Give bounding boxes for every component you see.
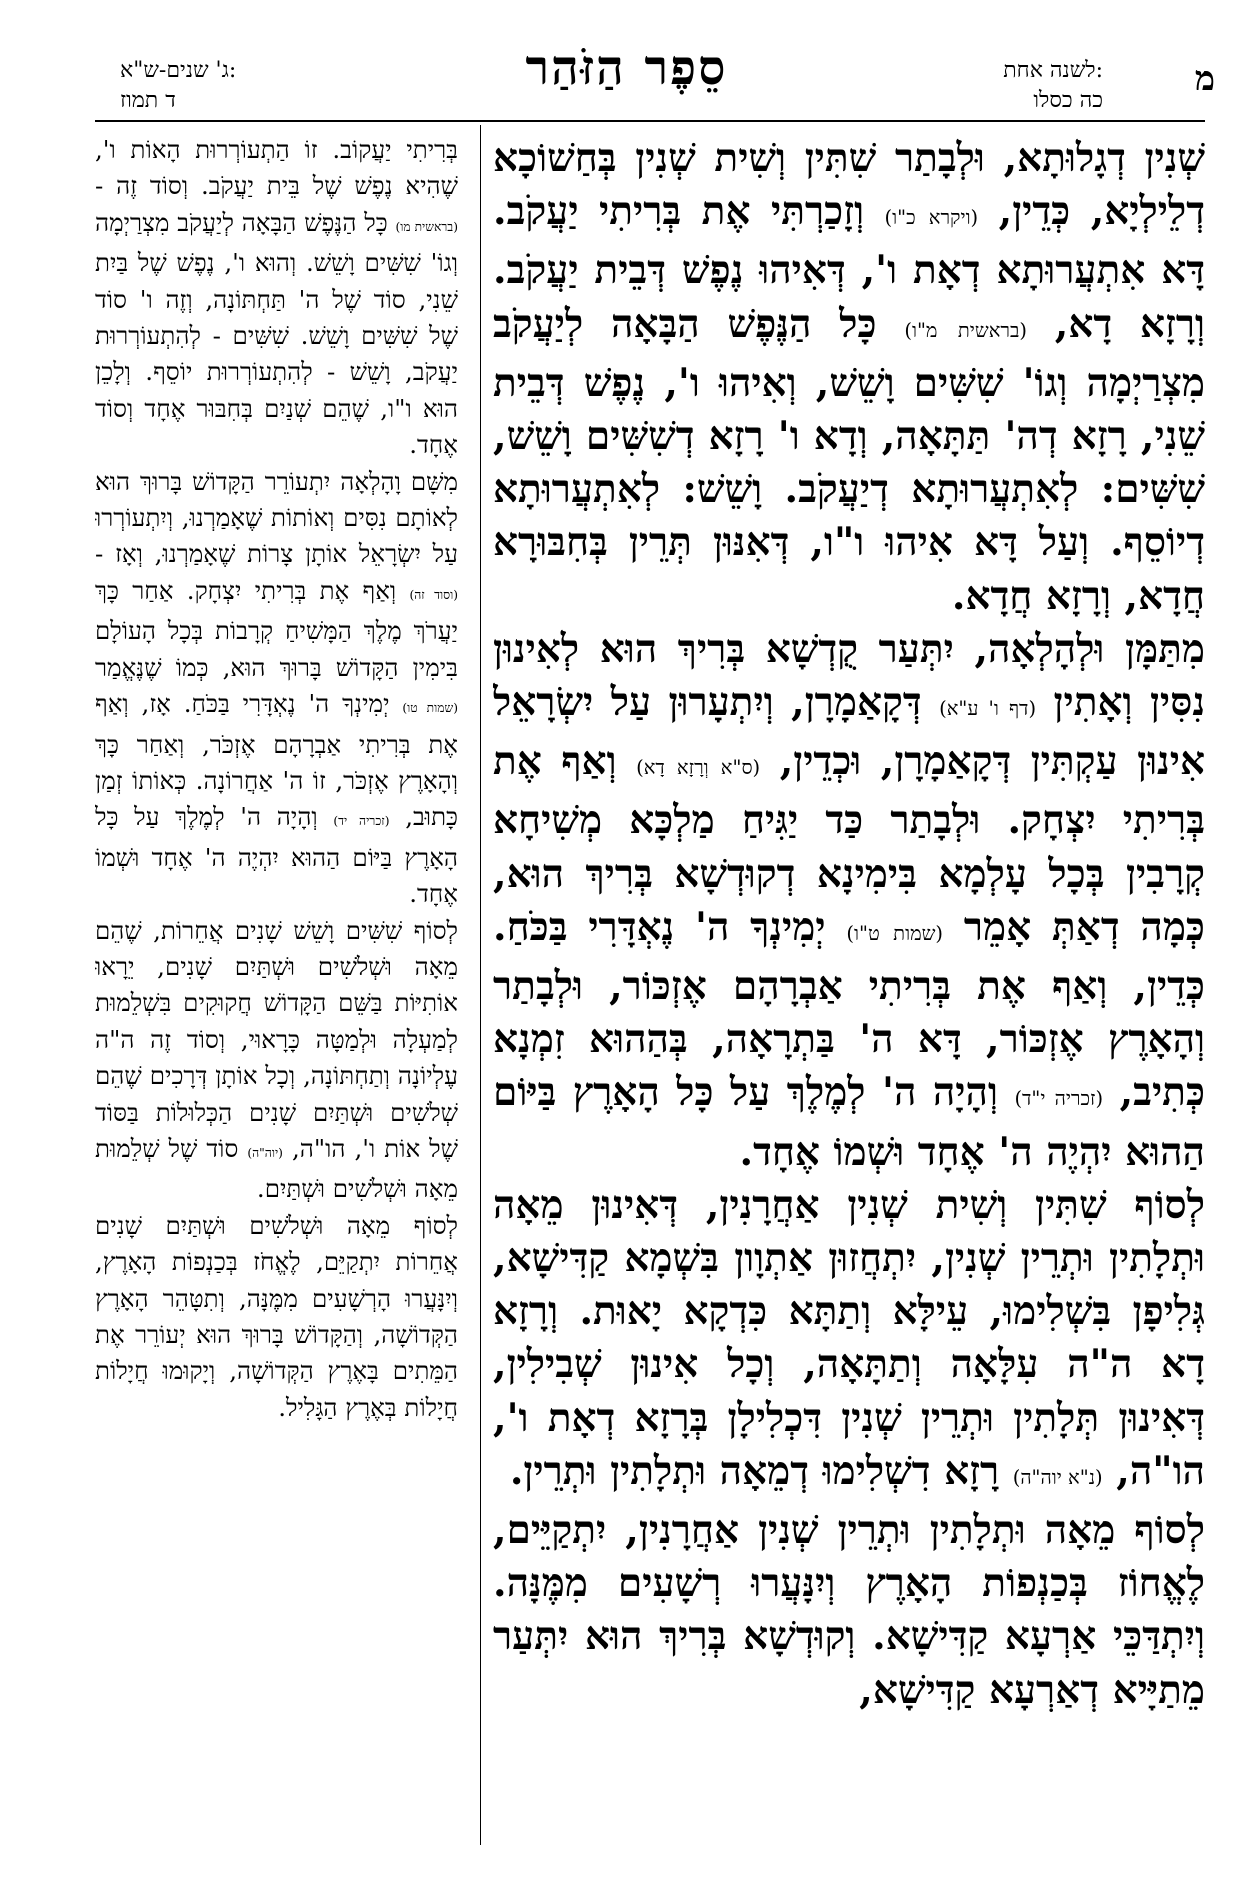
citation: (שמות ט"ו): [846, 921, 944, 945]
paragraph-text: דְּקָאַמָרָן, וְיִתְעָרוּן עַל יִשְׂרָאֵל אִינוּן עַקְתִּין דְּקָאַמָרָן, וּכְדֵין,: [493, 679, 1205, 785]
citation: (בראשית מו): [395, 219, 458, 234]
citation: (יוה"ה): [247, 1145, 283, 1160]
citation: (נ"א יוה"ה): [1012, 1465, 1103, 1489]
reading-schedule-right: לשנה אחת:: [1003, 58, 1103, 83]
paragraph-text: שְׁנִין דְגָלוּתָא, וּלְבָתַר שִׁתִּין וְשִׁית שְׁנִין בְּחַשׁוֹכָא דְלֵילְיָא, כְּדֵין,: [493, 135, 1205, 235]
header-divider: [95, 120, 1205, 122]
paragraph-text: וְאַף אֶת בְּרִיתִי יִצְחָק. אַחַר כָּךְ יַעֲרֹךְ מֶלֶךְ הַמָּשִׁיחַ קְרָבוֹת בְּכָל הָעוֹלָם בִּימִין הַקָּדוֹשׁ בָּרוּךְ הוּא, כְּמוֹ שֶׁנֶּאֱמַר: [95, 575, 458, 682]
paragraph-text: סוֹד שֶׁל שְׁלֵמוּת מֵאָה וּשְׁלֹשִׁים וּשְׁתַּיִם.: [95, 1133, 458, 1204]
paragraph-text: בְּרִיתִי יַעֲקוֹב. זוֹ הַתְעוֹרְרוּת הָאוֹת ו', שֶׁהִיא נֶפֶשׁ שֶׁל בֵּית יַעֲקֹב. וְסוֹד זֶה -: [95, 135, 458, 201]
side-paragraph: [95, 913, 458, 1208]
main-paragraph: [493, 132, 1205, 623]
main-paragraph: [493, 623, 1205, 1179]
page-number: מ: [1194, 59, 1215, 99]
side-paragraph: [95, 464, 458, 913]
paragraph-text: לְסוֹף שִׁתִּין וְשִׁית שְׁנִין אַחֲרָנִין, דְּאִינוּן מֵאָה וּתְלָתִין וּתְרֵין שְׁנִין, יִתְחֲזוּן אַתְוָון בִּשְׁמָא קַדִּישָׁא, גְּלִיפָן בִּשְׁלִימוּ, עֵילָּא וְתַתָּא כִּדְקָא יָאוּת. וְרָזָא דָא ה"ה עִלָּאָה וְתַתָּאָה, וְכָל אִינוּן שְׁבִילִין, דְּאִינוּן תְּלָתִין וּתְרֵין שְׁנִין דִּכְלִילָן בְּרָזָא דְאָת ו', הו"ה,: [493, 1181, 1205, 1494]
citation: (ס"א וְרָזָא דָא): [636, 756, 761, 780]
paragraph-text: כָּל הַנֶּפֶשׁ הַבָּאָה לְיַעֲקֹב מִצְרַיְמָה וְגוֹ' שִׁשִּׁים וָשֵׁשׁ, וְאִיהוּ ו', נֶפֶשׁ דְּבֵית שֵׁנִי, רָזָא דְה' תַּתָּאָה, וְדָא ו' רָזָא דְשִׁשִּׁים וָשֵׁשׁ, שִׁשִּׁים: לְאִתְעֲרוּתָא דְיַעֲקֹב. וָשֵׁשׁ: לְאִתְעֲרוּתָא דְיוֹסֵף. וְעַל דָּא אִיהוּ ו"ו, דְּאִנּוּן תְּרֵין בְּחִבּוּרָא חֲדָא, וְרָזָא חֲדָא.: [493, 300, 1205, 619]
paragraph-text: יְמִינְךָ ה' נֶאְדָּרִי בַּכֹּחַ. כְּדֵין, וְאַף אֶת בְּרִיתִי אַבְרָהָם אֶזְכּוֹר, וּלְבָתַר וְהָאָרֶץ אֶזְכּוֹר, דָּא ה' בַּתְרָאָה, בְּהַהוּא זִמְנָא כְּתִיב,: [493, 903, 1205, 1116]
citation: (דף ו' ע"א): [939, 697, 1037, 721]
citation: (שמות טו): [402, 701, 458, 716]
paragraph-text: לְסוֹף מֵאָה וּשְׁלֹשִׁים וּשְׁתַּיִם שָׁנִים אֲחֵרוֹת יִתְקַיֵּם, לֶאֱחֹז בְּכַנְפוֹת הָאָרֶץ, וְיִנָּעֲרוּ הָרְשָׁעִים מִמֶּנָּה, וְתִטָּהֵר הָאָרֶץ הַקְּדוֹשָׁה, וְהַקָּדוֹשׁ בָּרוּךְ הוּא יְעוֹרֵר אֶת הַמֵּתִים בָּאֶרֶץ הַקְּדוֹשָׁה, וְיָקוּמוּ חֲיָלוֹת חֲיָלוֹת בְּאֶרֶץ הַגָּלִיל.: [95, 1210, 458, 1422]
paragraph-text: לְסוֹף שִׁשִּׁים וָשֵׁשׁ שָׁנִים אֲחֵרוֹת, שֶׁהֵם מֵאָה וּשְׁלֹשִׁים וּשְׁתַּיִם שָׁנִים, יֵרָאוּ אוֹתִיּוֹת בַּשֵּׁם הַקָּדוֹשׁ חֲקוּקִים בִּשְׁלֵמוּת לְמַעְלָה וּלְמַטָּה כָּרָאוּי, וְסוֹד זֶה ה"ה עֶלְיוֹנָה וְתַחְתּוֹנָה, וְכָל אוֹתָן דְּרָכִים שֶׁהֵם שְׁלֹשִׁים וּשְׁתַּיִם שָׁנִים הַכְּלוּלוֹת בַּסּוֹד שֶׁל אוֹת ו', הו"ה,: [95, 915, 458, 1163]
citation: (זכריה י"ד): [1014, 1087, 1104, 1111]
citation: (ויקרא כ"ו): [884, 206, 979, 230]
reading-date-right: כה כסלו: [1033, 88, 1103, 113]
book-title: סֵפֶר הַזֹּהַר: [525, 40, 728, 96]
paragraph-text: רָזָא דִשְׁלִימוּ דְמֵאָה וּתְלָתִין וּתְרֵין.: [509, 1447, 1000, 1494]
paragraph-text: וְאַף אֶת בְּרִיתִי יִצְחָק. וּלְבָתַר כַּד יַגִּיחַ מַלְכָּא מְשִׁיחָא קְרָבִין בְּכָל עָלְמָא בִּימִינָא דְקוּדְשָׁא בְּרִיךְ הוּא, כְּמָה דְאַתְּ אָמֵר: [493, 738, 1205, 950]
main-paragraph: [493, 1179, 1205, 1504]
paragraph-text: לְסוֹף מֵאָה וּתְלָתִין וּתְרֵין שְׁנִין אַחֲרָנִין, יִתְקַיֵּים, לֶאֱחוֹז בְּכַנְפוֹת הָאָרֶץ וְיִנָּעֲרוּ רְשָׁעִים מִמֶּנָּה. וְיִתְדַּכֵּי אַרְעָא קַדִּישָׁא. וְקוּדְשָׁא בְּרִיךְ הוּא יִתְּעַר מֵתַיָּיא דְאַרְעָא קַדִּישָׁא,: [493, 1507, 1205, 1713]
reading-date-left: ד תמוז: [120, 88, 176, 113]
citation: (וסוד זה): [409, 587, 458, 602]
main-paragraph: [493, 1504, 1205, 1717]
paragraph-text: וְזָכַרְתִּי אֶת בְּרִיתִי יַעֲקֹב. דָּא אִתְעֲרוּתָא דְאָת ו', דְּאִיהוּ נֶפֶשׁ דְּבֵית יַעֲקֹב. וְרָזָא דָא,: [493, 188, 1205, 347]
reading-schedule-left: ג' שנים-ש"א:: [120, 58, 237, 83]
aramaic-main-column: [493, 132, 1205, 1842]
side-paragraph: [95, 1208, 458, 1426]
paragraph-text: וְהָיָה ה' לְמֶלֶךְ עַל כָּל הָאָרֶץ בַּיּוֹם הַהוּא יִהְיֶה ה' אֶחָד וּשְׁמוֹ אֶחָד.: [95, 802, 458, 909]
paragraph-text: וְהָיָה ה' לְמֶלֶךְ עַל כָּל הָאָרֶץ בַּיּוֹם הַהוּא יִהְיֶה ה' אֶחָד וּשְׁמוֹ אֶחָד.: [493, 1069, 1205, 1175]
paragraph-text: מִשָּׁם וָהָלְאָה יִתְעוֹרֵר הַקָּדוֹשׁ בָּרוּךְ הוּא לְאוֹתָם נִסִּים וְאוֹתוֹת שֶׁאָמַרְנוּ, וְיִתְעוֹרְרוּ עַל יִשְׂרָאֵל אוֹתָן צָרוֹת שֶׁאָמַרְנוּ, וְאָז -: [95, 466, 458, 569]
paragraph-text: מִתַּמָּן וּלְהָלְאָה, יִתְּעַר קֻדְשָׁא בְּרִיךְ הוּא לְאִינוּן נִסִּין וְאָתִין: [493, 625, 1205, 726]
hebrew-translation-column: [95, 132, 458, 1842]
citation: (בראשית מ"ו): [904, 318, 1027, 342]
column-divider: [480, 125, 481, 1845]
paragraph-text: כָּל הַנֶּפֶשׁ הַבָּאָה לְיַעֲקֹב מִצְרַיְמָה וְגוֹ' שִׁשִּׁים וָשֵׁשׁ. וְהוּא ו', נֶפֶשׁ שֶׁל בַּיִת שֵׁנִי, סוֹד שֶׁל ה' תַּחְתּוֹנָה, וְזֶה ו' סוֹד שֶׁל שִׁשִּׁים וָשֵׁשׁ. שִׁשִּׁים - לְהִתְעוֹרְרוּת יַעֲקֹב, וָשֵׁשׁ - לְהִתְעוֹרְרוּת יוֹסֵף. וְלָכֵן הוּא ו"ו, שֶׁהֵם שְׁנַיִם בְּחִבּוּר אֶחָד וְסוֹד אֶחָד.: [95, 207, 458, 460]
citation: (זכריה יד): [333, 814, 390, 829]
paragraph-text: יְמִינְךָ ה' נֶאְדָּרִי בַּכֹּחַ. אָז, וְאַף אֶת בְּרִיתִי אַבְרָהָם אֶזְכֹּר, וְאַחַר כָּךְ וְהָאָרֶץ אֶזְכֹּר, זוֹ ה' אַחֲרוֹנָה. כְּאוֹתוֹ זְמַן כָּתוּב,: [95, 689, 458, 832]
side-paragraph: [95, 132, 458, 464]
